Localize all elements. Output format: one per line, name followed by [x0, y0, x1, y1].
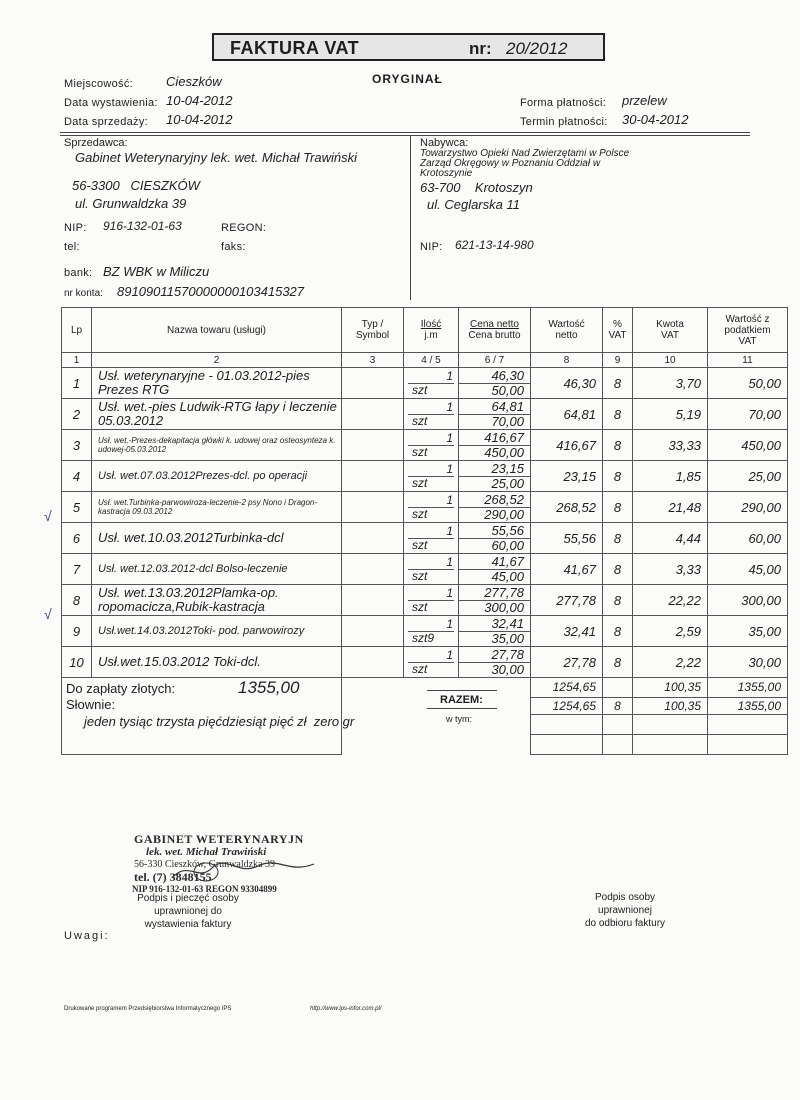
cell-gross-price: 50,00 — [491, 383, 524, 398]
cell-net-value: 32,41 — [531, 616, 603, 647]
cell-qty: 1 — [446, 648, 453, 662]
cell-net-price: 64,81 — [491, 399, 524, 414]
cell-net-price: 416,67 — [484, 430, 524, 445]
payment-form: przelew — [622, 93, 667, 108]
buyer-city: 63-700 Krotoszyn — [420, 180, 533, 195]
colnum: 2 — [92, 353, 342, 368]
cell-unit: szt — [412, 476, 428, 490]
cell-prices — [459, 461, 531, 492]
divider — [427, 708, 497, 709]
seller-bank-label: bank: — [64, 267, 93, 279]
cell-net-value: 46,30 — [531, 368, 603, 399]
table-row — [62, 368, 788, 399]
buyer-label: Nabywca: — [420, 137, 469, 149]
colnum: 4 / 5 — [404, 353, 459, 368]
cell-gross-value: 290,00 — [708, 492, 788, 523]
cell-qty-unit — [404, 368, 459, 399]
cell-qty: 1 — [446, 493, 453, 507]
header-net-value — [531, 308, 603, 353]
cell-prices — [459, 554, 531, 585]
cell-qty-unit — [404, 461, 459, 492]
seller-fax-label: faks: — [221, 241, 246, 253]
cell-vat-amount: 5,19 — [633, 399, 708, 430]
cell-net-price: 46,30 — [491, 368, 524, 383]
cell-vat-rate: 8 — [603, 461, 633, 492]
cell-net-price: 268,52 — [484, 492, 524, 507]
stamp-line4: tel. (7) 3848155 — [134, 870, 212, 884]
cell-qty-unit — [404, 647, 459, 678]
razem-vat: 100,35 — [633, 678, 708, 698]
buyer-nip: 621-13-14-980 — [455, 238, 534, 252]
seller-street: ul. Grunwaldzka 39 — [75, 196, 187, 211]
header-price — [459, 308, 531, 353]
issuer-signature-label — [128, 892, 248, 931]
amount-in-words: jeden tysiąc trzysta pięćdziesiąt pięć zł zero gr — [84, 714, 355, 729]
header-lp: Lp — [62, 308, 92, 353]
cell-gross-price: 25,00 — [491, 476, 524, 491]
cell-lp: 9 — [62, 616, 92, 647]
seller-tel-label: tel: — [64, 241, 80, 253]
cell-qty: 1 — [446, 586, 453, 600]
seller-name: Gabinet Weterynaryjny lek. wet. Michał Trawiński — [75, 150, 358, 165]
header-wz1-text: Wartość z — [725, 313, 770, 325]
signature-icon — [168, 856, 318, 886]
blank — [633, 715, 708, 735]
cell-lp: 8 — [62, 585, 92, 616]
cell-prices — [459, 523, 531, 554]
colnum: 9 — [603, 353, 633, 368]
buyer-nip-label: NIP: — [420, 241, 443, 253]
cell-unit: szt — [412, 569, 428, 583]
header-rate — [603, 308, 633, 353]
cell-vat-rate: 8 — [603, 368, 633, 399]
header-gross-value — [708, 308, 788, 353]
cell-qty-unit — [404, 523, 459, 554]
divider — [427, 690, 497, 691]
cell-prices — [459, 430, 531, 461]
buyer-street: ul. Ceglarska 11 — [427, 197, 520, 212]
issue-date: 10-04-2012 — [166, 93, 233, 108]
cell-net-price: 23,15 — [491, 461, 524, 476]
cell-net-value: 416,67 — [531, 430, 603, 461]
header-vat-amount — [633, 308, 708, 353]
divider — [410, 135, 411, 300]
column-number-row — [62, 353, 788, 368]
buyer-name-line2: Zarząd Okręgowy w Poznaniu Oddział w — [420, 158, 601, 169]
seller-nip: 916-132-01-63 — [103, 219, 182, 233]
cell-prices — [459, 585, 531, 616]
cell-unit: szt — [412, 445, 428, 459]
cell-symbol — [342, 585, 404, 616]
cell-symbol — [342, 399, 404, 430]
items-table — [61, 307, 788, 755]
payment-summary — [62, 678, 355, 755]
header-qty — [404, 308, 459, 353]
receiver-signature-label — [565, 891, 685, 930]
blank — [633, 735, 708, 755]
cell-qty: 1 — [446, 462, 453, 476]
cell-gross-price: 60,00 — [491, 538, 524, 553]
issue-date-label: Data wystawienia: — [64, 97, 158, 109]
cell-symbol — [342, 368, 404, 399]
cell-gross-price: 45,00 — [491, 569, 524, 584]
cell-net-price: 27,78 — [491, 647, 524, 662]
header-typ-text: Typ / — [361, 319, 384, 330]
cell-net-value: 64,81 — [531, 399, 603, 430]
cell-unit: szt — [412, 507, 428, 521]
cell-qty-unit — [404, 616, 459, 647]
table-row — [62, 647, 788, 678]
cell-item-name: Usł. wet.-Prezes-dekapitacja główki k. udowej oraz osteosynteza k. udowej-05.03.2012 — [92, 430, 342, 461]
cell-lp: 6 — [62, 523, 92, 554]
colnum: 11 — [708, 353, 788, 368]
cell-vat-rate: 8 — [603, 399, 633, 430]
cell-qty: 1 — [446, 431, 453, 445]
seller-bank: BZ WBK w Miliczu — [103, 264, 210, 279]
cell-vat-amount: 22,22 — [633, 585, 708, 616]
cell-net-value: 268,52 — [531, 492, 603, 523]
buyer-name-line3: Krotoszynie — [420, 168, 473, 179]
blank — [531, 735, 603, 755]
table-row — [62, 399, 788, 430]
cell-gross-price: 70,00 — [491, 414, 524, 429]
cell-prices — [459, 616, 531, 647]
cell-item-name: Usł. wet.13.03.2012Plamka-op. ropomacicza,Rubik-kastracja — [92, 585, 342, 616]
header-qty-text: Ilość — [420, 319, 442, 330]
cell-vat-rate: 8 — [603, 492, 633, 523]
sale-date-label: Data sprzedaży: — [64, 116, 148, 128]
razem-label: RAZEM: — [440, 694, 483, 706]
seller-account: 89109011570000000103415327 — [117, 284, 305, 299]
original-label: ORYGINAŁ — [372, 72, 443, 86]
wtym-vat: 100,35 — [633, 697, 708, 715]
cell-qty: 1 — [446, 524, 453, 538]
header-gross-price-text: Cena brutto — [468, 330, 521, 341]
cell-net-value: 23,15 — [531, 461, 603, 492]
cell-symbol — [342, 647, 404, 678]
sig-right-line2: uprawnionej — [598, 905, 652, 916]
razem-gross: 1355,00 — [708, 678, 788, 698]
place-value: Cieszków — [166, 74, 222, 89]
cell-vat-rate: 8 — [603, 647, 633, 678]
cell-qty-unit — [404, 492, 459, 523]
cell-vat-amount: 2,22 — [633, 647, 708, 678]
cell-unit: szt — [412, 414, 428, 428]
blank — [342, 735, 531, 755]
colnum: 1 — [62, 353, 92, 368]
cell-lp: 1 — [62, 368, 92, 399]
cell-lp: 4 — [62, 461, 92, 492]
table-header-row — [62, 308, 788, 353]
cell-unit: szt — [412, 662, 428, 676]
cell-item-name: Usł. weterynaryjne - 01.03.2012-pies Prezes RTG — [92, 368, 342, 399]
cell-symbol — [342, 616, 404, 647]
cell-vat-rate: 8 — [603, 616, 633, 647]
invoice-number-label: nr: — [469, 39, 492, 58]
razem-net: 1254,65 — [531, 678, 603, 698]
blank — [342, 697, 531, 715]
cell-gross-value: 70,00 — [708, 399, 788, 430]
cell-vat-amount: 1,85 — [633, 461, 708, 492]
header-name: Nazwa towaru (usługi) — [92, 308, 342, 353]
footer-url: http://www.ips-infor.com.pl/ — [310, 1006, 382, 1012]
cell-prices — [459, 492, 531, 523]
header-symbol-text: Symbol — [355, 330, 390, 341]
cell-vat-amount: 4,44 — [633, 523, 708, 554]
cell-net-value: 55,56 — [531, 523, 603, 554]
table-row — [62, 585, 788, 616]
colnum: 3 — [342, 353, 404, 368]
header-unit-text: j.m — [424, 330, 438, 341]
cell-unit: szt — [412, 538, 428, 552]
blank — [342, 678, 531, 698]
razem-rate-blank — [603, 678, 633, 698]
stamp-line3: 56-330 Cieszków, Grunwaldzka 39 — [134, 859, 275, 870]
seller-account-label: nr konta: — [64, 288, 103, 299]
seller-label: Sprzedawca: — [64, 137, 128, 149]
cell-qty-unit — [404, 399, 459, 430]
sig-left-line2: uprawnionej do — [154, 906, 222, 917]
wtym-gross: 1355,00 — [708, 697, 788, 715]
cell-vat-amount: 33,33 — [633, 430, 708, 461]
cell-item-name: Usł. wet.12.03.2012-dcl Bolso-leczenie — [92, 554, 342, 585]
cell-vat-rate: 8 — [603, 430, 633, 461]
cell-prices — [459, 647, 531, 678]
cell-vat-rate: 8 — [603, 523, 633, 554]
cell-symbol — [342, 492, 404, 523]
cell-vat-amount: 2,59 — [633, 616, 708, 647]
blank — [708, 735, 788, 755]
cell-qty: 1 — [446, 617, 453, 631]
cell-qty-unit — [404, 430, 459, 461]
cell-qty-unit — [404, 554, 459, 585]
cell-qty-unit — [404, 585, 459, 616]
header-vat-text: VAT — [608, 330, 627, 341]
cell-item-name: Usł. wet.07.03.2012Prezes-dcl. po operacji — [92, 461, 342, 492]
table-row — [62, 461, 788, 492]
header-value-text: Wartość — [548, 319, 585, 330]
sig-left-line3: wystawienia faktury — [144, 919, 232, 930]
to-pay-label: Do zapłaty złotych: — [66, 681, 176, 696]
cell-vat-amount: 21,48 — [633, 492, 708, 523]
cell-gross-value: 300,00 — [708, 585, 788, 616]
stamp-line5: NIP 916-132-01-63 REGON 93304899 — [132, 884, 277, 894]
blank — [531, 715, 603, 735]
table-row — [62, 430, 788, 461]
cell-gross-value: 35,00 — [708, 616, 788, 647]
blank — [603, 735, 633, 755]
table-row — [62, 492, 788, 523]
cell-net-price: 32,41 — [491, 616, 524, 631]
cell-vat-rate: 8 — [603, 585, 633, 616]
cell-net-price: 41,67 — [491, 554, 524, 569]
cell-gross-price: 300,00 — [484, 600, 524, 615]
razem-row — [62, 678, 788, 698]
header-kwota-text: Kwota — [656, 319, 684, 330]
cell-gross-value: 45,00 — [708, 554, 788, 585]
cell-net-price: 55,56 — [491, 523, 524, 538]
sig-right-line3: do odbioru faktury — [584, 918, 666, 929]
cell-lp: 7 — [62, 554, 92, 585]
divider — [60, 132, 750, 133]
cell-gross-value: 30,00 — [708, 647, 788, 678]
header-wz3-text: VAT — [738, 335, 757, 347]
header-net-price-text: Cena netto — [470, 319, 519, 330]
blank — [708, 715, 788, 735]
cell-lp: 10 — [62, 647, 92, 678]
cell-gross-value: 50,00 — [708, 368, 788, 399]
divider — [60, 135, 750, 136]
header-wz2-text: podatkiem — [724, 324, 771, 336]
cell-symbol — [342, 430, 404, 461]
colnum: 8 — [531, 353, 603, 368]
cell-unit: szt — [412, 600, 428, 614]
place-label: Miejscowość: — [64, 78, 134, 90]
colnum: 10 — [633, 353, 708, 368]
table-row — [62, 554, 788, 585]
payment-form-label: Forma płatności: — [520, 97, 607, 109]
cell-gross-value: 450,00 — [708, 430, 788, 461]
checkmark-icon: √ — [44, 508, 52, 524]
payment-due: 30-04-2012 — [622, 112, 689, 127]
footer-printed-by: Drukowane programem Przedsiębiorstwa Informatycznego IPS — [64, 1006, 232, 1012]
cell-gross-price: 30,00 — [491, 662, 524, 677]
cell-gross-price: 290,00 — [484, 507, 524, 522]
cell-net-value: 277,78 — [531, 585, 603, 616]
buyer-name-line1: Towarzystwo Opieki Nad Zwierzętami w Polsce — [420, 148, 630, 159]
cell-symbol — [342, 554, 404, 585]
cell-item-name: Usł.wet.14.03.2012Toki- pod. parwowirozy — [92, 616, 342, 647]
header-kwota-vat-text: VAT — [661, 330, 679, 341]
blank — [342, 715, 531, 735]
table-row — [62, 616, 788, 647]
cell-qty: 1 — [446, 400, 453, 414]
cell-net-value: 27,78 — [531, 647, 603, 678]
cell-prices — [459, 368, 531, 399]
cell-lp: 5 — [62, 492, 92, 523]
cell-symbol — [342, 523, 404, 554]
header-pct-text: % — [613, 319, 622, 330]
colnum: 6 / 7 — [459, 353, 531, 368]
cell-gross-price: 35,00 — [491, 631, 524, 646]
words-label: Słownie: — [66, 697, 116, 712]
cell-item-name: Usł. wet.Turbinka-parwowiroza-leczenie-2 psy Nono i Dragon-kastracja 09.03.2012 — [92, 492, 342, 523]
cell-vat-amount: 3,70 — [633, 368, 708, 399]
cell-symbol — [342, 461, 404, 492]
sig-right-line1: Podpis osoby — [594, 892, 656, 903]
cell-prices — [459, 399, 531, 430]
blank — [603, 715, 633, 735]
cell-qty: 1 — [446, 369, 453, 383]
cell-unit: szt — [412, 383, 428, 397]
invoice-title-box — [212, 33, 605, 61]
table-row — [62, 523, 788, 554]
wtym-net: 1254,65 — [531, 697, 603, 715]
notes-label: Uwagi: — [64, 930, 110, 942]
stamp-line1: GABINET WETERYNARYJN — [134, 832, 304, 846]
cell-item-name: Usł. wet.10.03.2012Turbinka-dcl — [92, 523, 342, 554]
wtym-label: w tym: — [446, 714, 472, 724]
checkmark-icon: √ — [44, 606, 52, 622]
stamp-line2: lek. wet. Michał Trawiński — [146, 846, 267, 858]
cell-net-value: 41,67 — [531, 554, 603, 585]
payment-due-label: Termin płatności: — [520, 116, 608, 128]
cell-item-name: Usł.wet.15.03.2012 Toki-dcl. — [92, 647, 342, 678]
sig-left-line1: Podpis i pieczęć osoby — [137, 893, 239, 904]
header-typ — [342, 308, 404, 353]
seller-city: 56-3300 CIESZKÓW — [72, 178, 200, 193]
invoice-number: 20/2012 — [506, 39, 568, 58]
cell-vat-amount: 3,33 — [633, 554, 708, 585]
to-pay-amount: 1355,00 — [238, 678, 300, 697]
cell-item-name: Usł. wet.-pies Ludwik-RTG łapy i leczenie 05.03.2012 — [92, 399, 342, 430]
cell-vat-rate: 8 — [603, 554, 633, 585]
cell-lp: 3 — [62, 430, 92, 461]
seller-nip-label: NIP: — [64, 222, 87, 234]
cell-gross-price: 450,00 — [484, 445, 524, 460]
cell-qty: 1 — [446, 555, 453, 569]
cell-lp: 2 — [62, 399, 92, 430]
cell-gross-value: 60,00 — [708, 523, 788, 554]
seller-regon-label: REGON: — [221, 222, 267, 234]
cell-gross-value: 25,00 — [708, 461, 788, 492]
sale-date: 10-04-2012 — [166, 112, 233, 127]
invoice-title: FAKTURA VAT — [230, 38, 360, 58]
wtym-rate: 8 — [603, 697, 633, 715]
cell-unit: szt9 — [412, 631, 435, 645]
cell-net-price: 277,78 — [484, 585, 524, 600]
header-netto-text: netto — [555, 330, 578, 341]
